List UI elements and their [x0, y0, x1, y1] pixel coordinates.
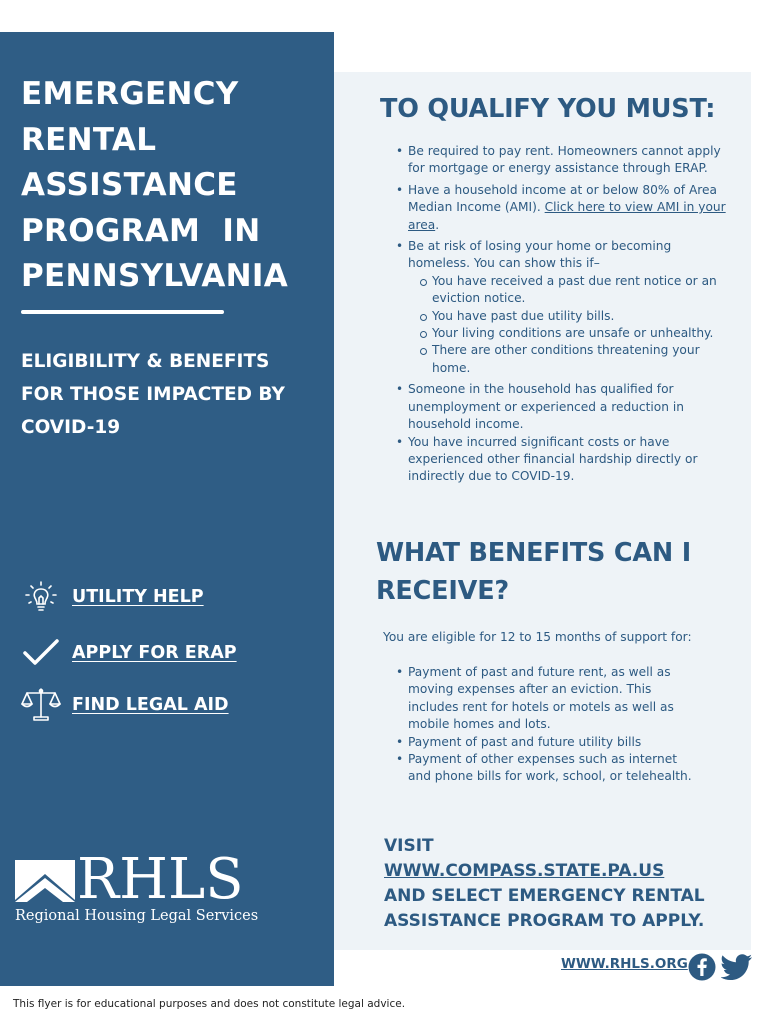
benefits-heading: WHAT BENEFITS CAN I RECEIVE?: [376, 538, 692, 606]
utility-help-link-row[interactable]: [21, 580, 204, 614]
rhls-website-link[interactable]: WWW.RHLS.ORG: [561, 956, 688, 972]
apply-erap-link-row[interactable]: [21, 636, 237, 670]
title-line: PROGRAM IN: [21, 212, 261, 249]
lightbulb-icon: [21, 580, 61, 614]
subtitle-line: COVID-19: [21, 417, 121, 438]
view-ami-link[interactable]: Click here to view AMI in your area: [408, 200, 726, 232]
logo-subtitle: Regional Housing Legal Services: [15, 908, 259, 924]
qualify-list: [396, 143, 726, 490]
benefits-list: [396, 664, 696, 786]
qualify-item-text: You have incurred significant costs or have experienced other financial hardship directly or indirectly due to COVID-19.: [408, 434, 698, 484]
title-divider: [21, 310, 224, 314]
twitter-icon[interactable]: [721, 954, 753, 980]
title-line: RENTAL: [21, 121, 157, 158]
apply-erap-link[interactable]: APPLY FOR ERAP: [72, 643, 237, 663]
visit-line: [384, 834, 724, 884]
qualify-item-text: Be required to pay rent. Homeowners cannot apply for mortgage or energy assistance through ERAP.: [408, 144, 721, 176]
title-line: EMERGENCY: [21, 76, 239, 112]
logo-letters: RHLS: [77, 847, 244, 912]
house-roof-icon: [15, 860, 75, 902]
compass-link[interactable]: WWW.COMPASS.STATE.PA.US: [384, 861, 665, 881]
list-item: [396, 434, 726, 486]
subtitle-line: ELIGIBILITY & BENEFITS: [21, 351, 270, 372]
list-item: • Payment of other expenses such as internet and phone bills for work, school, or telehealth.: [396, 751, 696, 786]
legal-aid-link-row[interactable]: [21, 688, 229, 722]
qualify-item-text: Have a household income at or below 80% of Area Median Income (AMI).: [408, 182, 718, 215]
list-item: [396, 143, 726, 178]
legal-aid-link[interactable]: FIND LEGAL AID: [72, 695, 229, 715]
sub-list-item: You have received a past due rent notice or an eviction notice.: [408, 273, 726, 308]
sub-list-item: You have past due utility bills.: [408, 308, 726, 325]
title-line: PENNSYLVANIA: [21, 258, 288, 294]
checkmark-icon: [21, 636, 61, 670]
list-item: • Payment of past and future rent, as well as moving expenses after an eviction. This includes rent for hotels or motels as well as mobile homes and lots.: [396, 664, 696, 734]
subtitle-line: FOR THOSE IMPACTED BY: [21, 384, 285, 405]
utility-help-link[interactable]: UTILITY HELP: [72, 587, 204, 607]
page-subtitle: [21, 345, 321, 444]
qualify-heading: TO QUALIFY YOU MUST:: [380, 94, 716, 124]
benefits-intro: You are eligible for 12 to 15 months of support for:: [383, 630, 692, 644]
rhls-logo: [15, 847, 259, 930]
qualify-item-text: Someone in the household has qualified for unemployment or experienced a reduction in household income.: [408, 382, 684, 432]
list-item: [396, 238, 726, 377]
list-item: • Payment of past and future utility bills: [396, 734, 696, 751]
visit-callout: [384, 834, 724, 934]
list-item: [396, 381, 726, 433]
facebook-icon[interactable]: [688, 953, 716, 981]
visit-line: AND SELECT EMERGENCY RENTAL: [384, 886, 705, 906]
qualify-item-text: Be at risk of losing your home or becoming homeless. You can show this if–: [408, 239, 672, 271]
sub-list-item: Your living conditions are unsafe or unhealthy.: [408, 325, 726, 342]
title-line: ASSISTANCE: [21, 167, 238, 203]
disclaimer: This flyer is for educational purposes and does not constitute legal advice.: [13, 998, 406, 1010]
scales-icon: [21, 688, 61, 722]
visit-line: ASSISTANCE PROGRAM TO APPLY.: [384, 911, 705, 931]
sub-list-item: There are other conditions threatening your home.: [408, 342, 726, 377]
list-item: [396, 182, 726, 234]
page-title: [21, 72, 321, 300]
risk-sub-list: [408, 273, 726, 377]
visit-prefix: VISIT: [384, 836, 440, 856]
qualify-item-text: .: [435, 217, 440, 232]
